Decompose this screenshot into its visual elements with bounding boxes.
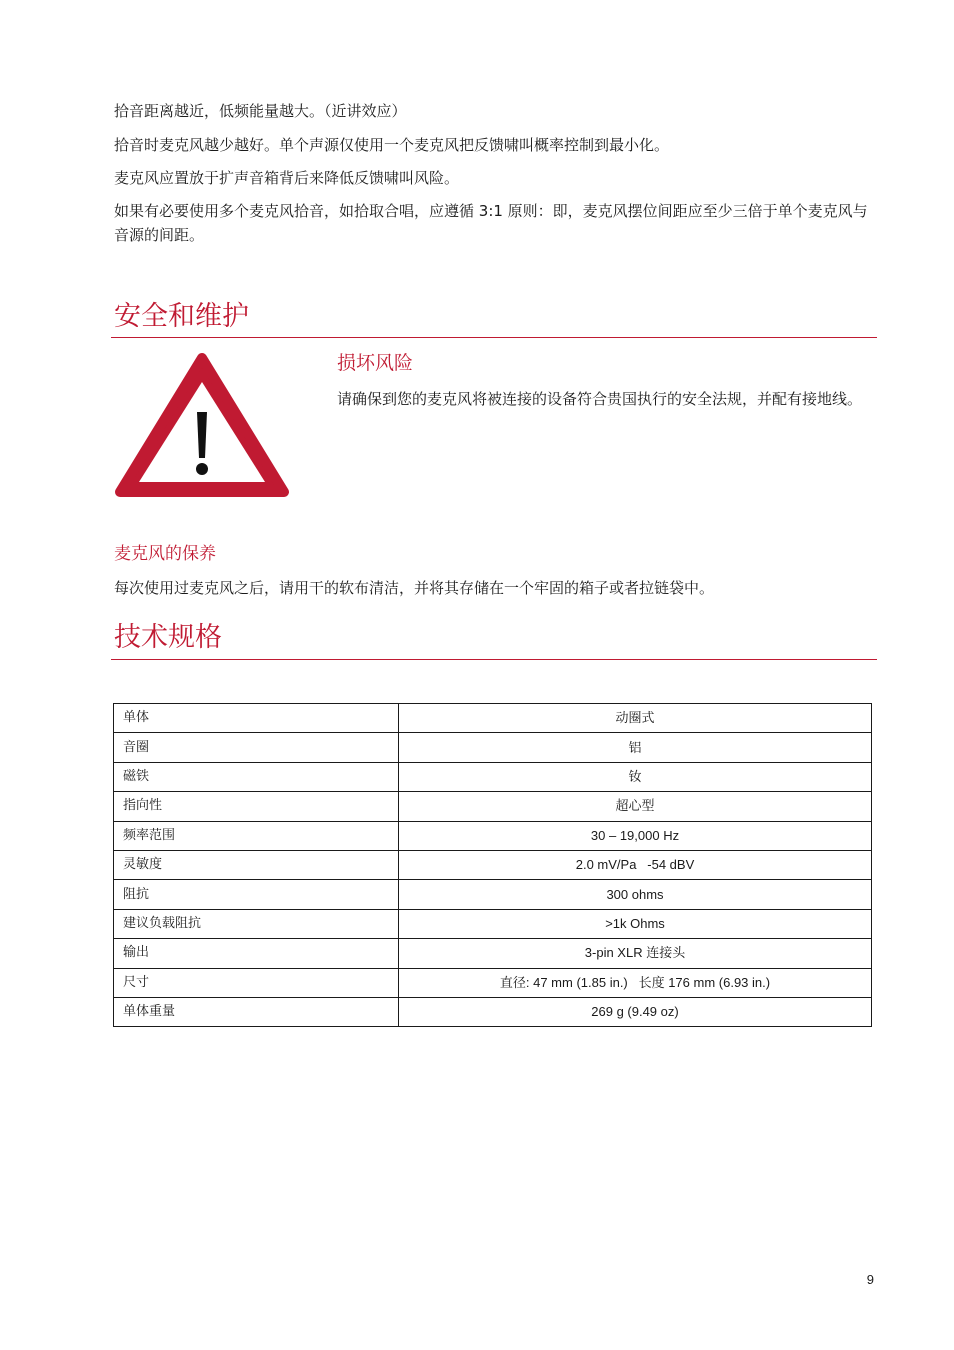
spec-label: 音圈: [114, 733, 399, 762]
table-row: [114, 968, 872, 997]
spec-label: 单体重量: [114, 997, 399, 1026]
specs-title-rule: [111, 659, 877, 660]
spec-label: 输出: [114, 939, 399, 968]
table-row: [114, 880, 872, 909]
spec-label: 单体: [114, 704, 399, 733]
spec-value: 动圈式: [399, 704, 872, 733]
spec-label: 灵敏度: [114, 850, 399, 879]
spec-value: 30 – 19,000 Hz: [399, 821, 872, 850]
intro-paragraph-4: 如果有必要使用多个麦克风拾音，如拾取合唱，应遵循 3:1 原则：即，麦克风摆位间距应至少三倍于单个麦克风与音源的间距。: [114, 202, 868, 244]
safety-title-rule: [111, 337, 877, 338]
warning-text: 请确保到您的麦克风将被连接的设备符合贵国执行的安全法规，并配有接地线。: [337, 390, 863, 408]
warning-heading: 损坏风险: [337, 352, 414, 374]
table-row: [114, 821, 872, 850]
spec-label: 阻抗: [114, 880, 399, 909]
table-row: [114, 792, 872, 821]
spec-value: 钕: [399, 762, 872, 791]
spec-value: 铝: [399, 733, 872, 762]
table-row: [114, 704, 872, 733]
spec-value: 3-pin XLR 连接头: [399, 939, 872, 968]
specs-table: [113, 703, 872, 1027]
spec-value: 超心型: [399, 792, 872, 821]
table-row: [114, 733, 872, 762]
intro-paragraph-3: 麦克风应置放于扩声音箱背后来降低反馈啸叫风险。: [114, 169, 460, 187]
intro-paragraph-2: 拾音时麦克风越少越好。单个声源仅使用一个麦克风把反馈啸叫概率控制到最小化。: [114, 136, 670, 154]
table-row: [114, 909, 872, 938]
table-row: [114, 997, 872, 1026]
care-text: 每次使用过麦克风之后，请用干的软布清洁，并将其存储在一个牢固的箱子或者拉链袋中。: [114, 579, 715, 597]
page-number: 9: [866, 1272, 874, 1287]
spec-label: 建议负载阻抗: [114, 909, 399, 938]
spec-label: 磁铁: [114, 762, 399, 791]
spec-value: 直径: 47 mm (1.85 in.) 长度 176 mm (6.93 in.): [399, 968, 872, 997]
warning-triangle-icon: [114, 352, 290, 500]
table-row: [114, 850, 872, 879]
intro-paragraph-1: 拾音距离越近，低频能量越大。（近讲效应）: [114, 102, 407, 120]
specs-section-title: 技术规格: [114, 622, 222, 653]
safety-section-title: 安全和维护: [114, 301, 249, 332]
spec-label: 尺寸: [114, 968, 399, 997]
table-row: [114, 762, 872, 791]
spec-value: 2.0 mV/Pa -54 dBV: [399, 850, 872, 879]
spec-value: >1k Ohms: [399, 909, 872, 938]
table-row: [114, 939, 872, 968]
care-heading: 麦克风的保养: [114, 544, 216, 564]
spec-label: 指向性: [114, 792, 399, 821]
spec-value: 300 ohms: [399, 880, 872, 909]
spec-value: 269 g (9.49 oz): [399, 997, 872, 1026]
spec-label: 频率范围: [114, 821, 399, 850]
